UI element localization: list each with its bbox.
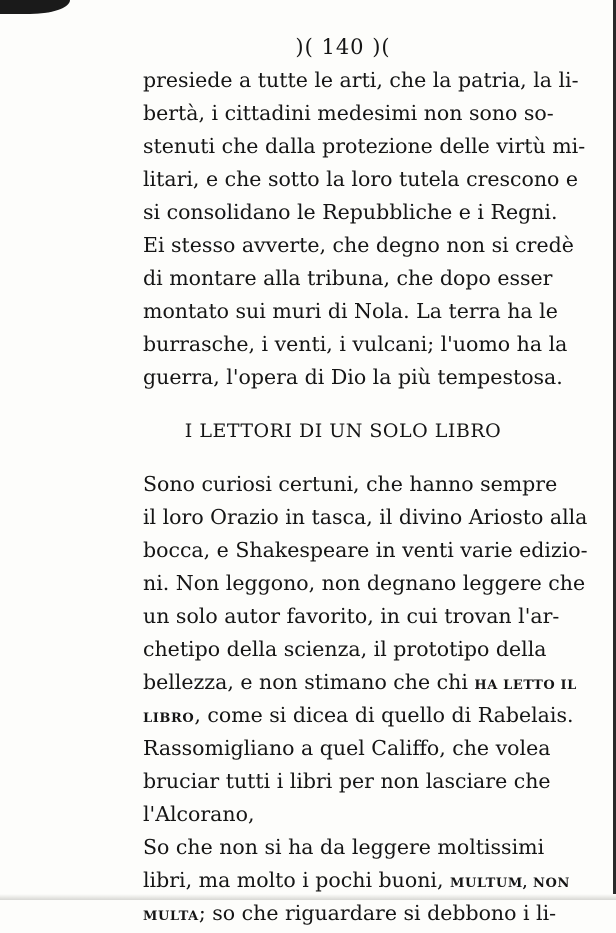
small-caps-text: LIBRO (143, 711, 195, 726)
text-line: montato sui muri di Nola. La terra ha le (143, 299, 558, 323)
text-line: bruciar tutti i libri per non lasciare che (143, 769, 551, 793)
text-line (143, 864, 570, 897)
text-line: Ei stesso avverte, che degno non si credè (143, 233, 574, 257)
text-line (143, 699, 574, 732)
section-title: I LETTORI DI UN SOLO LIBRO (184, 420, 502, 442)
text-line: So che non si ha da leggere moltissimi (143, 835, 545, 859)
text-fragment: , come si dicea di quello di Rabelais. (194, 703, 574, 727)
text-line: bertà, i cittadini medesimi non sono so- (143, 101, 554, 125)
text-line: stenuti che dalla protezione delle virtù mi- (143, 134, 586, 158)
text-line: guerra, l'opera di Dio la più tempestosa. (143, 365, 563, 389)
text-line: chetipo della scienza, il prototipo della (143, 637, 547, 661)
text-line: Rassomigliano a quel Califfo, che volea (143, 736, 551, 760)
text-line: burrasche, i venti, i vulcani; l'uomo ha la (143, 332, 568, 356)
text-line: si consolidano le Repubbliche e i Regni. (143, 200, 558, 224)
paragraph-3 (143, 831, 570, 930)
text-line: bocca, e Shakespeare in venti varie edizio- (143, 538, 588, 562)
text-line: litari, e che sotto la loro tutela crescono e (143, 167, 579, 191)
text-line (143, 468, 558, 501)
text-line: di montare alla tribuna, che dopo esser (143, 266, 553, 290)
text-line: il loro Orazio in tasca, il divino Ariosto alla (143, 505, 588, 529)
text-line: presiede a tutte le arti, che la patria, la li- (143, 68, 579, 92)
paragraph-2 (143, 468, 588, 831)
paragraph-1 (143, 64, 586, 394)
text-line (143, 897, 557, 930)
text-line-content: Sono curiosi certuni, che hanno sempre (143, 472, 558, 496)
small-caps-text: HA LETTO IL (474, 678, 577, 693)
text-fragment: ; so che riguardare si debbono i li- (198, 901, 557, 925)
text-line: un solo autor favorito, in cui trovan l'ar- (143, 604, 560, 628)
text-fragment: libri, ma molto i pochi buoni, (143, 868, 450, 892)
text-line: l'Alcorano, (143, 802, 255, 826)
page-edge-shadow-top (0, 0, 70, 14)
page-text (143, 30, 588, 930)
text-fragment: bellezza, e non stimano che chi (143, 670, 475, 694)
text-line: ni. Non leggono, non degnano leggere che (143, 571, 586, 595)
small-caps-text: MULTA (143, 909, 199, 924)
text-line (143, 666, 577, 699)
page-number: )( 140 )( (295, 35, 391, 59)
small-caps-text: MULTUM, NON (450, 876, 570, 891)
